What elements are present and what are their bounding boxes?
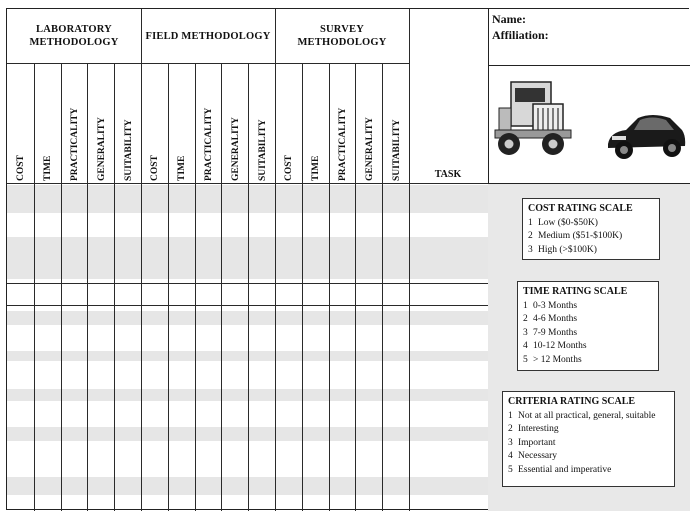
scale-item [508, 410, 669, 424]
scale-item-text: > 12 Months [533, 354, 582, 365]
column-header-text: TIME [311, 155, 322, 181]
column-header-practicality [195, 65, 222, 183]
criteria-rating-scale [502, 391, 675, 487]
column-header-text: COST [150, 155, 161, 181]
scale-item-number: 1 [508, 410, 513, 421]
scale-item-text: Necessary [518, 451, 558, 462]
column-header-text: TIME [177, 155, 188, 181]
scale-item-text: Important [518, 437, 556, 448]
scale-item-text: High (>$100K) [538, 244, 597, 255]
info-panel [488, 9, 690, 511]
column-header-text: SUITABILITY [257, 119, 268, 181]
grid-line [409, 9, 410, 511]
scale-item [523, 354, 653, 368]
scale-item-number: 2 [523, 314, 528, 325]
time-rating-scale [517, 281, 659, 371]
grid-line [87, 63, 88, 511]
column-header-text: TIME [43, 155, 54, 181]
scale-item-number: 4 [508, 451, 513, 462]
scale-item-text: Not at all practical, general, suitable [518, 410, 656, 421]
scale-item [523, 340, 653, 354]
criteria-scale-title: CRITERIA RATING SCALE [508, 396, 636, 407]
scale-item [528, 230, 654, 244]
grid-line [302, 63, 303, 511]
grid-line [7, 283, 488, 284]
scale-item-text: Interesting [518, 424, 559, 435]
column-header-text: GENERALITY [96, 117, 107, 181]
scale-item [528, 217, 654, 231]
name-label: Name: [492, 12, 526, 26]
grid-line [61, 63, 62, 511]
scale-item [523, 327, 653, 341]
scale-item [508, 437, 669, 451]
grid-line [141, 9, 142, 511]
grid-line [355, 63, 356, 511]
column-header-text: SUITABILITY [391, 119, 402, 181]
grid-line [329, 63, 330, 511]
column-header-text: GENERALITY [364, 117, 375, 181]
grid-line [7, 305, 488, 306]
column-header-text: PRACTICALITY [203, 107, 214, 181]
column-header-time [302, 65, 329, 183]
evaluation-form [6, 8, 689, 510]
identity-box [488, 9, 690, 66]
column-header-text: PRACTICALITY [69, 107, 80, 181]
scale-item-number: 2 [528, 231, 533, 242]
laboratory-methodology-header: LABORATORY METHODOLOGY [29, 24, 119, 48]
scale-item [523, 300, 653, 314]
time-scale-title: TIME RATING SCALE [523, 286, 628, 297]
grid-line [168, 63, 169, 511]
scale-item [508, 423, 669, 437]
scale-item-text: Low ($0-$50K) [538, 217, 598, 228]
scale-item-text: Essential and imperative [518, 464, 612, 475]
grid-line [275, 9, 276, 511]
cost-scale-title: COST RATING SCALE [528, 203, 633, 214]
scale-item-number: 3 [508, 437, 513, 448]
column-header-suitability [382, 65, 409, 183]
scale-item-text: 7-9 Months [533, 327, 578, 338]
scale-item-text: 0-3 Months [533, 300, 578, 311]
column-header-generality [355, 65, 382, 183]
column-header-cost [275, 65, 302, 183]
column-header-generality [221, 65, 248, 183]
column-header-cost [141, 65, 168, 183]
grid-line [221, 63, 222, 511]
scale-item-number: 1 [523, 300, 528, 311]
scale-item [508, 450, 669, 464]
car-icon [604, 106, 688, 166]
scale-item [508, 464, 669, 478]
scale-item-number: 3 [528, 244, 533, 255]
scale-item-number: 3 [523, 327, 528, 338]
task-column-header: TASK [434, 169, 462, 180]
column-header-time [168, 65, 195, 183]
grid-line [114, 63, 115, 511]
scale-item-number: 5 [523, 354, 528, 365]
grid-line [382, 63, 383, 511]
time-scale-items [523, 300, 653, 368]
scale-item [528, 244, 654, 258]
truck-icon [493, 78, 573, 164]
scale-item [523, 313, 653, 327]
column-header-practicality [61, 65, 88, 183]
column-header-suitability [248, 65, 275, 183]
scale-item-text: 10-12 Months [533, 341, 587, 352]
column-header-text: SUITABILITY [123, 119, 134, 181]
grid-line [7, 63, 409, 64]
grid-line [195, 63, 196, 511]
scale-item-text: Medium ($51-$100K) [538, 231, 623, 242]
column-header-text: COST [16, 155, 27, 181]
column-header-practicality [329, 65, 356, 183]
column-header-time [34, 65, 61, 183]
column-header-suitability [114, 65, 141, 183]
criteria-scale-items [508, 410, 669, 478]
survey-methodology-header: SURVEY METHODOLOGY [297, 24, 387, 48]
grid-line [34, 63, 35, 511]
affiliation-label: Affiliation: [492, 28, 549, 42]
column-header-text: PRACTICALITY [337, 107, 348, 181]
column-header-text: GENERALITY [230, 117, 241, 181]
column-header-cost [7, 65, 34, 183]
scale-item-number: 2 [508, 424, 513, 435]
vehicle-images [488, 66, 690, 184]
cost-scale-items [528, 217, 654, 258]
field-methodology-header: FIELD METHODOLOGY [145, 30, 271, 42]
column-header-generality [87, 65, 114, 183]
scale-item-number: 1 [528, 217, 533, 228]
scale-item-number: 5 [508, 464, 513, 475]
scale-item-text: 4-6 Months [533, 314, 578, 325]
grid-line [248, 63, 249, 511]
scale-item-number: 4 [523, 341, 528, 352]
column-header-text: COST [284, 155, 295, 181]
cost-rating-scale [522, 198, 660, 260]
